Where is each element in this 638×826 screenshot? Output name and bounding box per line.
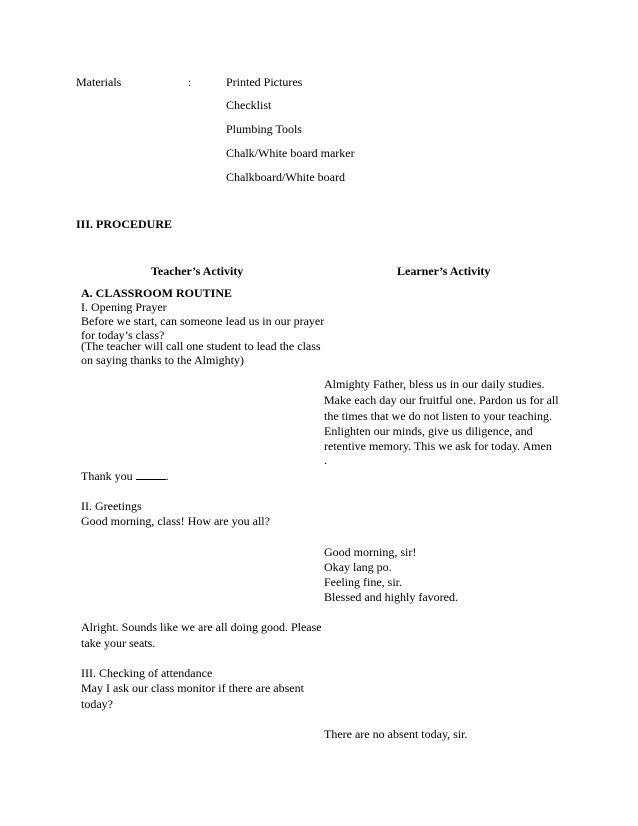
- learner-reply: Good morning, sir!: [324, 545, 417, 559]
- teacher-line: today?: [81, 697, 113, 711]
- opening-prayer-heading: I. Opening Prayer: [81, 300, 167, 314]
- learner-prayer-line: Almighty Father, bless us in our daily studies.: [324, 377, 545, 391]
- thank-you-line: [81, 468, 169, 484]
- teacher-note: (The teacher will call one student to lead the class: [81, 339, 321, 353]
- attendance-heading: III. Checking of attendance: [81, 666, 213, 680]
- materials-item: Plumbing Tools: [226, 122, 302, 136]
- learner-reply: Feeling fine, sir.: [324, 575, 402, 589]
- materials-label: Materials: [76, 75, 122, 89]
- name-blank: [136, 468, 166, 480]
- classroom-routine-heading: A. CLASSROOM ROUTINE: [81, 286, 233, 300]
- learner-prayer-line: Enlighten our minds, give us diligence, and: [324, 424, 533, 438]
- teacher-note: on saying thanks to the Almighty): [81, 353, 244, 367]
- materials-item: Chalk/White board marker: [226, 146, 355, 160]
- materials-item: Printed Pictures: [226, 75, 303, 89]
- teacher-line: May I ask our class monitor if there are absent: [81, 681, 304, 695]
- teacher-line: take your seats.: [81, 636, 156, 650]
- materials-item: Chalkboard/White board: [226, 170, 345, 184]
- learner-prayer-line: retentive memory. This we ask for today. Amen: [324, 439, 552, 453]
- learner-prayer-line: the times that we do not listen to your teaching.: [324, 409, 552, 423]
- teacher-greeting: Good morning, class! How are you all?: [81, 514, 270, 528]
- teacher-line: Alright. Sounds like we are all doing good. Please: [81, 620, 322, 634]
- teacher-line: for today’s class?: [81, 328, 165, 342]
- learner-reply: Okay lang po.: [324, 560, 392, 574]
- learner-prayer-line: .: [324, 453, 327, 467]
- learner-reply: Blessed and highly favored.: [324, 590, 458, 604]
- learner-prayer-line: Make each day our fruitful one. Pardon us for all: [324, 393, 559, 407]
- teacher-activity-header: Teacher’s Activity: [151, 264, 244, 278]
- thank-you-period: .: [165, 469, 169, 483]
- learner-activity-header: Learner’s Activity: [397, 264, 491, 278]
- procedure-heading: III. PROCEDURE: [76, 217, 173, 231]
- materials-colon: :: [188, 75, 192, 89]
- greetings-heading: II. Greetings: [81, 499, 142, 513]
- thank-you-text: Thank you: [81, 469, 133, 483]
- teacher-line: Before we start, can someone lead us in our prayer: [81, 314, 325, 328]
- materials-item: Checklist: [226, 98, 272, 112]
- learner-absent-reply: There are no absent today, sir.: [324, 727, 468, 741]
